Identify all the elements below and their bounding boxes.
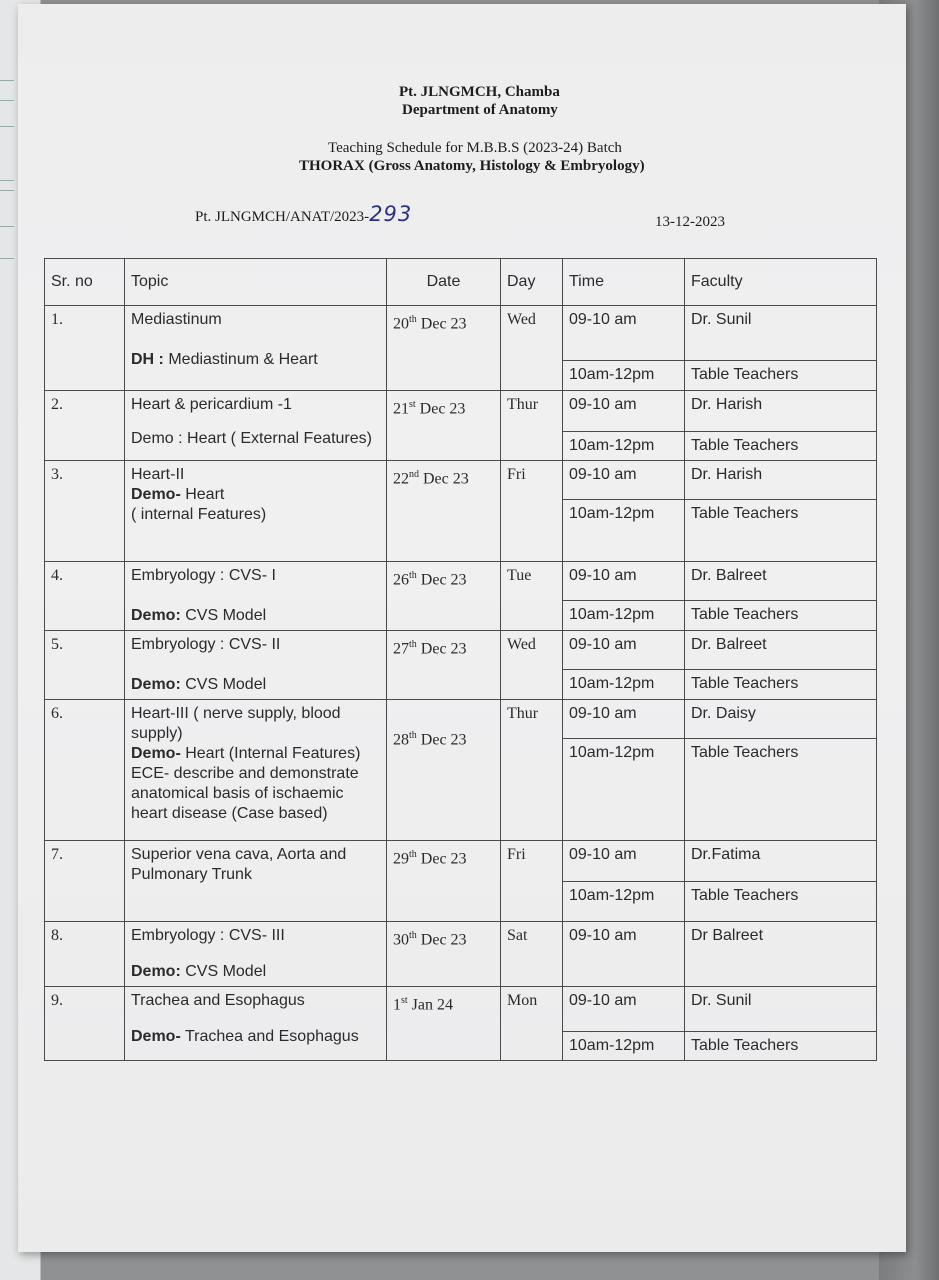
faculty-cell: Table Teachers xyxy=(685,432,877,461)
faculty-cell: Table Teachers xyxy=(685,601,877,631)
faculty-cell: Dr Balreet xyxy=(685,922,877,987)
date-cell: 22nd Dec 23 xyxy=(387,461,501,562)
table-row xyxy=(45,631,877,670)
time-cell: 10am-12pm xyxy=(563,670,685,700)
serial-number: 5. xyxy=(45,631,125,700)
serial-number: 2. xyxy=(45,391,125,461)
topic-demo-text: Heart xyxy=(180,486,225,503)
topic-demo-text: Heart (Internal Features) xyxy=(180,745,361,762)
department-name: Department of Anatomy xyxy=(402,102,558,118)
day-cell: Thur xyxy=(501,391,563,461)
topic-demo-text: CVS Model xyxy=(180,607,267,624)
institution-name: Pt. JLNGMCH, Chamba xyxy=(399,84,560,100)
topic-demo xyxy=(131,606,380,626)
topic-demo-label: Demo: xyxy=(131,607,181,624)
serial-number: 9. xyxy=(45,987,125,1061)
topic-demo xyxy=(131,675,380,695)
table-row xyxy=(45,391,877,432)
topic-demo: Demo : Heart ( External Features) xyxy=(131,430,372,447)
serial-number: 4. xyxy=(45,562,125,631)
topic-demo xyxy=(131,485,380,505)
teaching-schedule-table xyxy=(44,258,877,1061)
topic-demo-label: Demo- xyxy=(131,1028,181,1045)
table-row xyxy=(45,700,877,739)
time-cell: 09-10 am xyxy=(563,391,685,432)
topic-main: Heart-II xyxy=(131,466,185,483)
faculty-cell: Table Teachers xyxy=(685,739,877,841)
topic-cell xyxy=(125,391,387,461)
time-cell: 09-10 am xyxy=(563,987,685,1032)
topic-demo-text: CVS Model xyxy=(180,963,267,980)
column-header: Topic xyxy=(125,259,387,306)
time-cell: 09-10 am xyxy=(563,841,685,882)
topic-cell xyxy=(125,461,387,562)
time-cell: 10am-12pm xyxy=(563,601,685,631)
faculty-cell: Table Teachers xyxy=(685,882,877,922)
time-cell: 09-10 am xyxy=(563,562,685,601)
table-row xyxy=(45,562,877,601)
topic-cell xyxy=(125,631,387,700)
reference-prefix: Pt. JLNGMCH/ANAT/2023- xyxy=(195,209,370,225)
topic-demo-label: Demo: xyxy=(131,963,181,980)
faculty-cell: Dr. Harish xyxy=(685,391,877,432)
faculty-cell: Dr. Balreet xyxy=(685,631,877,670)
table-row xyxy=(45,841,877,882)
day-cell: Wed xyxy=(501,306,563,391)
faculty-cell: Dr. Sunil xyxy=(685,987,877,1032)
topic-main: Heart & pericardium -1 xyxy=(131,396,292,413)
time-cell: 10am-12pm xyxy=(563,432,685,461)
date-cell: 21st Dec 23 xyxy=(387,391,501,461)
topic-main: Embryology : CVS- II xyxy=(131,636,281,653)
column-header: Faculty xyxy=(685,259,877,306)
time-cell: 10am-12pm xyxy=(563,361,685,391)
faculty-cell: Dr. Balreet xyxy=(685,562,877,601)
date-cell: 27th Dec 23 xyxy=(387,631,501,700)
time-cell: 09-10 am xyxy=(563,306,685,361)
table-row xyxy=(45,461,877,500)
reference-handwritten-number: 293 xyxy=(369,202,413,226)
table-row xyxy=(45,306,877,361)
topic-cell xyxy=(125,987,387,1061)
schedule-title: Teaching Schedule for M.B.B.S (2023-24) Batch xyxy=(328,140,622,156)
issue-date: 13-12-2023 xyxy=(655,214,725,230)
topic-main: Embryology : CVS- I xyxy=(131,567,276,584)
day-cell: Wed xyxy=(501,631,563,700)
topic-main: Heart-III ( nerve supply, blood supply) xyxy=(131,705,341,742)
time-cell: 10am-12pm xyxy=(563,499,685,561)
faculty-cell: Table Teachers xyxy=(685,670,877,700)
topic-main: Mediastinum xyxy=(131,311,222,328)
table-row xyxy=(45,922,877,987)
topic-demo xyxy=(131,1027,380,1047)
topic-demo-label: Demo- xyxy=(131,745,181,762)
faculty-cell: Table Teachers xyxy=(685,499,877,561)
column-header: Date xyxy=(387,259,501,306)
topic-main: Embryology : CVS- III xyxy=(131,927,285,944)
topic-demo-label: Demo: xyxy=(131,676,181,693)
faculty-cell: Dr. Sunil xyxy=(685,306,877,361)
date-cell: 29th Dec 23 xyxy=(387,841,501,922)
time-cell: 09-10 am xyxy=(563,631,685,670)
faculty-cell: Dr. Harish xyxy=(685,461,877,500)
topic-demo-label: Demo- xyxy=(131,486,181,503)
date-cell: 30th Dec 23 xyxy=(387,922,501,987)
date-cell: 26th Dec 23 xyxy=(387,562,501,631)
serial-number: 8. xyxy=(45,922,125,987)
date-cell: 28th Dec 23 xyxy=(387,700,501,841)
topic-demo-text: Trachea and Esophagus xyxy=(180,1028,359,1045)
faculty-cell: Dr. Daisy xyxy=(685,700,877,739)
serial-number: 3. xyxy=(45,461,125,562)
faculty-cell: Table Teachers xyxy=(685,1032,877,1061)
time-cell: 10am-12pm xyxy=(563,1032,685,1061)
topic-demo-text: Mediastinum & Heart xyxy=(163,351,318,368)
table-row xyxy=(45,987,877,1032)
serial-number: 1. xyxy=(45,306,125,391)
column-header: Day xyxy=(501,259,563,306)
topic-cell xyxy=(125,562,387,631)
day-cell: Sat xyxy=(501,922,563,987)
topic-demo-label: DH : xyxy=(131,351,164,368)
day-cell: Fri xyxy=(501,841,563,922)
date-cell: 1st Jan 24 xyxy=(387,987,501,1061)
topic-cell xyxy=(125,700,387,841)
topic-demo xyxy=(131,350,380,370)
faculty-cell: Dr.Fatima xyxy=(685,841,877,882)
table-header-row xyxy=(45,259,877,306)
topic-cell xyxy=(125,922,387,987)
column-header: Time xyxy=(563,259,685,306)
topic-demo xyxy=(131,962,380,982)
time-cell: 09-10 am xyxy=(563,700,685,739)
topic-cell: Superior vena cava, Aorta and Pulmonary Trunk xyxy=(125,841,387,922)
date-cell: 20th Dec 23 xyxy=(387,306,501,391)
column-header: Sr. no xyxy=(45,259,125,306)
topic-ece: ECE- describe and demonstrate anatomical basis of ischaemic heart disease (Case based) xyxy=(131,765,359,822)
serial-number: 7. xyxy=(45,841,125,922)
faculty-cell: Table Teachers xyxy=(685,361,877,391)
time-cell: 10am-12pm xyxy=(563,739,685,841)
reference-number xyxy=(195,202,412,226)
day-cell: Fri xyxy=(501,461,563,562)
module-title: THORAX (Gross Anatomy, Histology & Embryology) xyxy=(299,158,645,174)
time-cell: 09-10 am xyxy=(563,922,685,987)
time-cell: 09-10 am xyxy=(563,461,685,500)
day-cell: Tue xyxy=(501,562,563,631)
serial-number: 6. xyxy=(45,700,125,841)
day-cell: Mon xyxy=(501,987,563,1061)
topic-demo xyxy=(131,744,380,764)
topic-demo-detail: ( internal Features) xyxy=(131,506,267,523)
topic-cell xyxy=(125,306,387,391)
topic-main: Trachea and Esophagus xyxy=(131,992,305,1009)
topic-demo-text: CVS Model xyxy=(180,676,267,693)
day-cell: Thur xyxy=(501,700,563,841)
time-cell: 10am-12pm xyxy=(563,882,685,922)
